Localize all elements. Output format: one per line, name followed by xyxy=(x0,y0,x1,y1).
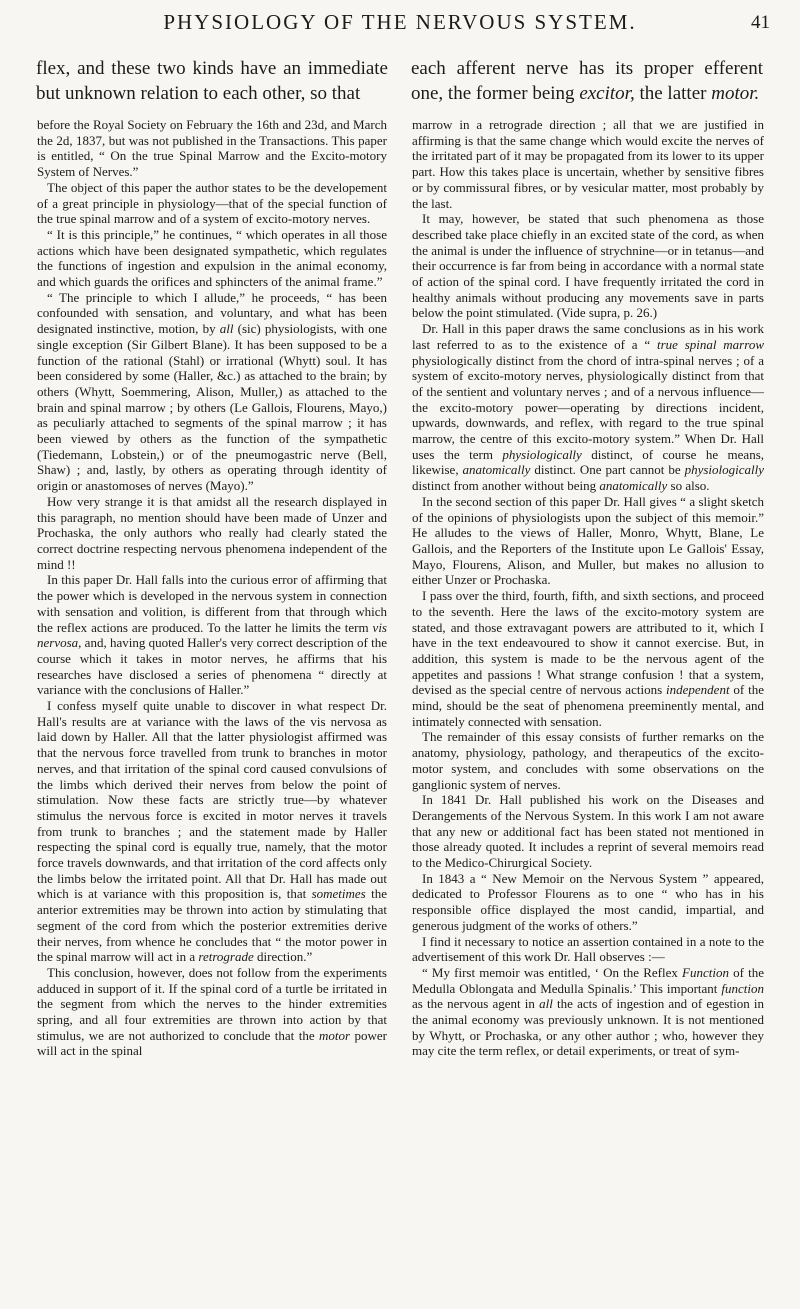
paragraph: I confess myself quite unable to discover in what respect Dr. Hall's results are at variance with the laws of the vis nervosa as laid down by Haller. All that the latter physiologist affirmed was that the nervous force travelled from trunk to branches in motor nerves, and that irritation of the spinal cord caused convulsions of the limbs which derived their nerves from below the point of stimulation. Now these facts are strictly true—by whatever stimulus the nervous force is excited in motor nerves it travels from trunk to branches ; and the statement made by Haller respecting the spinal cord is equally true, namely, that the motor force travels downwards, and that irritation of the cord affects only the limbs below the irritated point. All that Dr. Hall has made out which is at variance with this proposition is, that sometimes the anterior extremities may be thrown into action by stimulating that segment of the cord from which the posterior extremities derive their nerves, from whence he concludes that “ the motor power in the spinal marrow will act in a retrograde direction.” xyxy=(37,698,387,965)
paragraph: In 1841 Dr. Hall published his work on the Diseases and Derangements of the Nervous System. In this work I am not aware that any new or additional fact has been stated not mentioned in those already quoted. It includes a reprint of several memoirs read to the Medico-Chirurgical Society. xyxy=(412,792,764,871)
paragraph: Dr. Hall in this paper draws the same conclusions as in his work last referred to as to the existence of a “ true spinal marrow physiologically distinct from the chord of intra-spinal nerves ; of a system of excito-motory nerves, physiologically distinct from that of the sentient and voluntary nerves ; and of a nervous influence—the excito-motory power—operating by directions incident, upwards, downwards, and reflex, with regard to the true spinal marrow, the centre of this excito-motory system.” When Dr. Hall uses the term physiologically distinct, of course he means, likewise, anatomically distinct. One part cannot be physiologically distinct from another without being anatomically so also. xyxy=(412,321,765,494)
paragraph: I pass over the third, fourth, fifth, and sixth sections, and proceed to the seventh. Here the laws of the excito-motory system are stated, and those extravagant powers are attributed to it, which I have in the text endeavoured to show it cannot exercise. But, in addition, this system is made to be the nervous agent of the appetites and passions ! What strange confusion ! that a system, devised as the special centre of nervous actions independent of the mind, should be the seat of phenomena preeminently mental, and intimately connected with sensation. xyxy=(412,588,765,729)
paragraph: In 1843 a “ New Memoir on the Nervous System ” appeared, dedicated to Professor Flourens as to one “ who has in his responsible office displayed the most candid, impartial, and generous judgment of the works of others.” xyxy=(412,870,764,933)
paragraph: “ The principle to which I allude,” he proceeds, “ has been confounded with sensation, and voluntary, and what has been designated instinctive, motion, by all (sic) physiologists, with one single exception (Sir Gilbert Blane). It has been supposed to be a function of the rational (Stahl) or irrational (Whytt) soul. It has been considered by some (Haller, &c.) as attached to the brain; by others (Whytt, Soemmering, Alison, Muller,) as attached to the brain and spinal marrow ; by others (Le Gallois, Flourens, Mayo,) as peculiarly attached to segments of the spinal marrow ; it has been viewed by others as the function of the sympathetic (Tiedemann, Lobstein,) or of the pneumogastric nerve (Bell, Shaw) ; and, lastly, by others as operating through identity of origin or anastomoses of nerves (Mayo).” xyxy=(37,289,387,494)
paragraph: “ My first memoir was entitled, ‘ On the Reflex Function of the Medulla Oblongata and Medulla Spinalis.’ This important function as the nervous agent in all the acts of ingestion and of egestion in the animal economy was previously unknown. It is not mentioned by Whytt, or Prochaska, or any other author ; who, however they may cite the term reflex, or detail experiments, or treat of sym- xyxy=(412,964,765,1059)
paragraph: It may, however, be stated that such phenomena as those described take place chiefly in an excited state of the cord, as when the animal is under the influence of strychnine—or in tetanus—and their occurrence is far from being in accordance with a normal state of action of the spinal cord. I have frequently irritated the cord in healthy animals without producing any movements save in parts below the point stimulated. (Vide supra, p. 26.) xyxy=(412,211,764,321)
paragraph: How very strange it is that amidst all the research displayed in this paragraph, no mention should have been made of Unzer and Prochaska, the only authors who really had clearly stated the correct doctrine respecting nervous phenomena independent of the mind !! xyxy=(37,493,387,572)
left-column xyxy=(37,117,387,1059)
page-header xyxy=(0,10,800,40)
lead-text-right: each afferent nerve has its proper efferent one, the former being excitor, the latter motor. xyxy=(411,58,763,104)
excitor-term: excitor, xyxy=(579,83,635,104)
paragraph: The remainder of this essay consists of further remarks on the anatomy, physiology, pathology, and therapeutics of the excito-motor system, and concludes with some observations on the ganglionic system of nerves. xyxy=(412,729,764,792)
paragraph: In this paper Dr. Hall falls into the curious error of affirming that the power which is developed in the nervous system in connection with sensation and volition, is different from that through which the reflex actions are produced. To the latter he limits the term vis nervosa, and, having quoted Haller's very correct description of the course which it takes in motor nerves, he affirms that his researches have disclosed a series of phenomena “ directly at variance with the conclusions of Haller.” xyxy=(37,572,387,698)
page-number: 41 xyxy=(751,12,770,33)
running-title: PHYSIOLOGY OF THE NERVOUS SYSTEM. xyxy=(163,10,637,34)
motor-term: motor. xyxy=(711,83,760,104)
paragraph: “ It is this principle,” he continues, “ which operates in all those actions which have been designated sympathetic, which regulates the functions of ingestion and expulsion in the animal economy, and which guards the orifices and sphincters of the animal frame.” xyxy=(37,226,387,290)
right-column xyxy=(412,117,764,1059)
paragraph: marrow in a retrograde direction ; all that we are justified in affirming is that the same change which would excite the nerves of the irritated part of it may be propagated from its lower to its upper part. How this takes place is uncertain, whether by sensitive fibres or by commissural fibres, or by vesicular matter, most probably by the last. xyxy=(412,117,764,211)
paragraph: I find it necessary to notice an assertion contained in a note to the advertisement of this work Dr. Hall observes :— xyxy=(412,933,764,965)
lead-text-left: flex, and these two kinds have an immediate but unknown relation to each other, so that xyxy=(36,58,388,104)
paragraph: before the Royal Society on February the 16th and 23d, and March the 2d, 1837, but was not published in the Transactions. This paper is entitled, “ On the true Spinal Marrow and the Excito-motory System of Nerves.” xyxy=(37,117,387,180)
paragraph: In the second section of this paper Dr. Hall gives “ a slight sketch of the opinions of physiologists upon the subject of this memoir.” He alludes to the views of Haller, Monro, Whytt, Blane, Le Gallois, and the Reporters of the Institute upon Le Gallois' Essay, Mayo, Flourens, Alison, and Muller, but makes no allusion to either Unzer or Prochaska. xyxy=(412,493,764,588)
paragraph: This conclusion, however, does not follow from the experiments adduced in support of it. If the spinal cord of a turtle be irritated in the segment from which the nerves to the hinder extremities spring, and all four extremities are thrown into action by that stimulus, we are not authorized to conclude that the motor power will act in the spinal xyxy=(37,964,387,1059)
paragraph: The object of this paper the author states to be the developement of a great principle in physiology—that of the special function of the true spinal marrow and of a system of excito-motory nerves. xyxy=(37,179,387,227)
